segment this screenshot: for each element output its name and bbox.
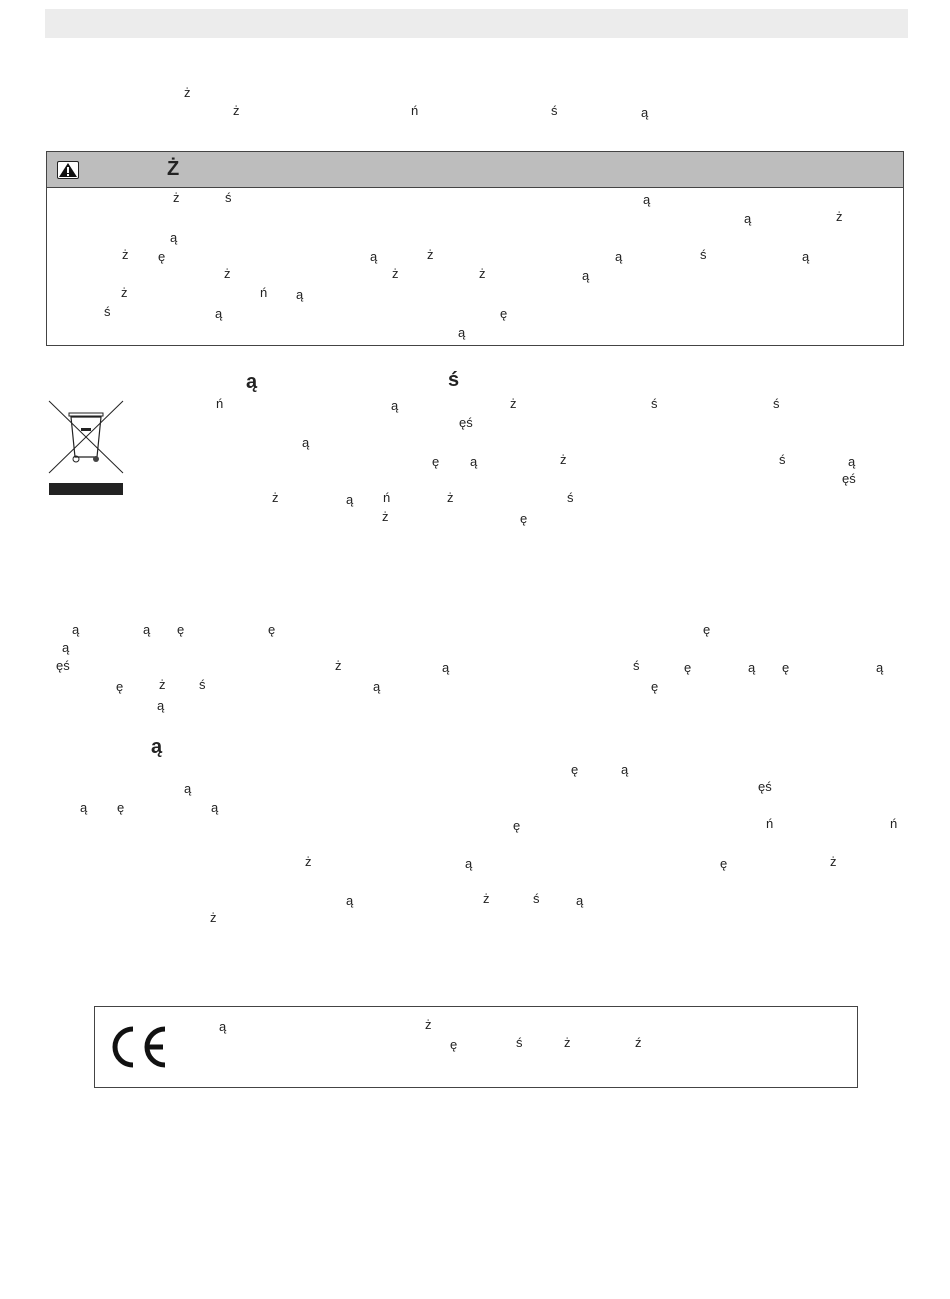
glyph: ż	[233, 103, 240, 118]
glyph: ę	[268, 622, 276, 637]
glyph: ś	[773, 396, 780, 411]
glyph: ę	[720, 856, 728, 871]
glyph: ą	[621, 762, 629, 777]
glyph: ę	[571, 762, 579, 777]
glyph: ęś	[459, 415, 473, 430]
glyph: ś	[448, 369, 460, 391]
glyph: ą	[184, 781, 192, 796]
glyph: ń	[766, 816, 774, 831]
glyph: ą	[143, 622, 151, 637]
glyph: ą	[802, 249, 810, 264]
glyph: ą	[744, 211, 752, 226]
glyph: ń	[260, 285, 268, 300]
glyph: ą	[370, 249, 378, 264]
glyph: ą	[748, 660, 756, 675]
glyph: ę	[117, 800, 125, 815]
glyph: ą	[170, 230, 178, 245]
glyph: ż	[335, 658, 342, 673]
glyph: ę	[684, 660, 692, 675]
glyph: ś	[633, 658, 640, 673]
glyph: ą	[582, 268, 590, 283]
glyph: ą	[442, 660, 450, 675]
glyph: ęś	[842, 471, 856, 486]
glyph: ż	[425, 1017, 432, 1032]
glyph: ż	[510, 396, 517, 411]
glyph: ą	[641, 105, 649, 120]
glyph: ż	[305, 854, 312, 869]
glyph: ś	[533, 891, 540, 906]
glyph: ą	[62, 640, 70, 655]
glyph: ż	[560, 452, 567, 467]
glyph: ż	[830, 854, 837, 869]
glyph: ż	[210, 910, 217, 925]
glyph: ś	[700, 247, 707, 262]
glyph: ń	[890, 816, 898, 831]
glyph: ą	[157, 698, 165, 713]
glyph: ń	[216, 396, 224, 411]
warning-header	[47, 152, 903, 188]
glyph: ą	[848, 454, 856, 469]
ce-declaration-box	[94, 1006, 858, 1088]
glyph: ą	[346, 492, 354, 507]
glyph: ż	[224, 266, 231, 281]
glyph: ą	[246, 371, 258, 393]
glyph: ż	[447, 490, 454, 505]
glyph: ą	[211, 800, 219, 815]
glyph: ą	[465, 856, 473, 871]
glyph: ę	[513, 818, 521, 833]
glyph: ę	[500, 306, 508, 321]
glyph: ę	[703, 622, 711, 637]
glyph: ę	[450, 1037, 458, 1052]
glyph: ś	[779, 452, 786, 467]
glyph: ż	[173, 190, 180, 205]
glyph: ż	[121, 285, 128, 300]
glyph: ą	[72, 622, 80, 637]
glyph: ń	[411, 103, 419, 118]
glyph: ż	[382, 509, 389, 524]
glyph: ą	[346, 893, 354, 908]
glyph: ę	[651, 679, 659, 694]
glyph: ś	[199, 677, 206, 692]
glyph: ą	[470, 454, 478, 469]
glyph: ą	[643, 192, 651, 207]
glyph: ę	[116, 679, 124, 694]
glyph: ż	[836, 209, 843, 224]
glyph: ę	[520, 511, 528, 526]
glyph: ą	[296, 287, 304, 302]
glyph: ż	[159, 677, 166, 692]
header-band	[45, 9, 908, 38]
glyph: ą	[458, 325, 466, 340]
glyph: ą	[576, 893, 584, 908]
warning-box	[46, 151, 904, 346]
section-heading-glyph: ą	[151, 736, 163, 758]
glyph: ż	[483, 891, 490, 906]
glyph: ś	[225, 190, 232, 205]
glyph: ą	[215, 306, 223, 321]
glyph: ą	[219, 1019, 227, 1034]
warning-triangle-icon	[57, 161, 79, 179]
glyph: ą	[391, 398, 399, 413]
glyph: ę	[432, 454, 440, 469]
glyph: ż	[122, 247, 129, 262]
warning-title: Ż	[167, 158, 180, 180]
crossed-out-bin-icon	[47, 399, 125, 500]
glyph: ę	[177, 622, 185, 637]
glyph: ś	[516, 1035, 523, 1050]
glyph: ą	[302, 435, 310, 450]
ce-mark-icon	[107, 1025, 167, 1072]
glyph: ęś	[56, 658, 70, 673]
glyph: ą	[80, 800, 88, 815]
glyph: ń	[383, 490, 391, 505]
glyph: ś	[567, 490, 574, 505]
glyph: ę	[782, 660, 790, 675]
glyph: ś	[651, 396, 658, 411]
glyph: ą	[876, 660, 884, 675]
glyph: ę	[158, 249, 166, 264]
glyph: ż	[272, 490, 279, 505]
glyph: ż	[427, 247, 434, 262]
glyph: ż	[184, 85, 191, 100]
glyph: ęś	[758, 779, 772, 794]
glyph: ż	[392, 266, 399, 281]
glyph: ą	[615, 249, 623, 264]
glyph: ś	[104, 304, 111, 319]
glyph: ź	[635, 1035, 642, 1050]
glyph: ż	[564, 1035, 571, 1050]
glyph: ż	[479, 266, 486, 281]
glyph: ą	[373, 679, 381, 694]
glyph: ś	[551, 103, 558, 118]
